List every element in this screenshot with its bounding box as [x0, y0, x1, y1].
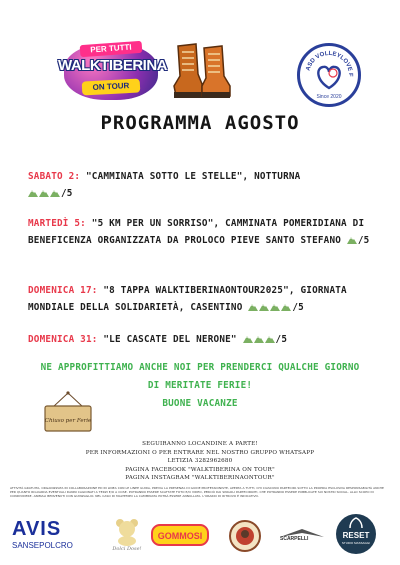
rating-suffix: /5: [292, 302, 304, 313]
mountain-icon: [28, 189, 38, 197]
page-title: PROGRAMMA AGOSTO: [100, 112, 300, 134]
event-text: "LE CASCATE DEL NERONE": [97, 334, 237, 345]
asd-name-arc: ASD VOLLEYLOVE F: [305, 50, 354, 77]
disclaimer-text: ATTIVITÀ GRATUITA, ORGANIZZATA IN COLLABORAZIONE ED IN LINEA CON LE LINEE GUIDA, PREVIA LA PRESENZA DI GUIDE PROFESSIONISTE, APERTA A TUTTI, CHI CIASCUNO PARTECIPA SOTTO LA PROPRIA ESCLUSIVA RESPONSABILITÀ ANCHE PER QUANTO RIGUARDA EVENTUALI DANNI CAGIONATI A TERZI E/O A COSE. POTRANNO ESSERE SCATTATE FOTO E/O VIDEO, PERCIÒ DAI SINGOLI PARTECIPANTI, CHE POTRANNO ESSERE PUBBLICATE SUI NOSTRI SOCIAL. ALLO SCOPO DI CONDIVIDERE. ANIMALI BENVENUTI CON GUINZAGLIO. NEL CASO DI MALTEMPO LA CAMMINATA POTRÀ ESSERE ANNULLATA. L'ORARIO DI RITROVO È INDICATIVO.: [10, 486, 384, 499]
dolci-text: Dolci Dose!: [112, 546, 142, 552]
mountain-rating: [28, 188, 61, 199]
asd-volleylove-logo: [297, 43, 361, 107]
reset-subtext: STUDIO MASSAGGI: [341, 541, 371, 545]
event-text: "8 TAPPA WALKTIBERINAONTOUR2025", GIORNATA MONDIALE DELLA SOLIDARIETÀ, CASENTINO: [28, 285, 347, 313]
event-entry-3: [28, 282, 380, 316]
reset-logo: [336, 514, 376, 554]
rating-suffix: /5: [61, 188, 73, 199]
mountain-icon: [347, 236, 357, 244]
svg-text:ASD VOLLEYLOVE FIT: [300, 46, 353, 77]
info-line-2: PER INFORMAZIONI O PER ENTRARE NEL NOSTRO GRUPPO WHATSAPP: [85, 449, 315, 456]
rating-suffix: /5: [357, 235, 370, 246]
logo-on-tour: ON TOUR: [82, 78, 141, 95]
mountain-icon: [270, 303, 280, 311]
mountain-icon: [248, 303, 258, 311]
avis-logo: [12, 518, 98, 556]
mountain-icon: [39, 189, 49, 197]
logo-walktiberina-text: WALKTIBERINA: [58, 57, 167, 74]
info-line-4: PAGINA FACEBOOK "WALKTIBERINA ON TOUR": [125, 466, 275, 473]
rating-suffix: /5: [275, 334, 288, 345]
info-block: [0, 440, 400, 483]
event-text: "5 KM PER UN SORRISO", CAMMINATA POMERIDIANA DI BENEFICENZA ORGANIZZATA DA PROLOCO PIEVE SANTO STEFANO: [28, 218, 365, 246]
info-line-3: LETIZIA 3282962680: [167, 458, 233, 465]
event-day: DOMENICA 17:: [28, 285, 98, 296]
event-day: DOMENICA 31:: [28, 334, 98, 345]
teddy-bear-icon: [110, 516, 144, 546]
scarpelli-logo: [274, 524, 330, 548]
gommosi-text: GOMMOSI: [157, 531, 203, 541]
hands-icon: [336, 514, 376, 532]
scarpelli-text: SCARPELLI: [280, 536, 309, 542]
closed-for-holidays-sign: [41, 391, 95, 433]
mountain-icon: [265, 335, 275, 343]
logo-per-tutti: PER TUTTI: [80, 41, 143, 57]
event-entry-4: [28, 331, 380, 348]
avis-name: AVIS: [12, 518, 62, 540]
mountain-rating: [347, 235, 358, 246]
info-line-5: PAGINA INSTAGRAM "WALKTIBERINAONTOUR": [125, 475, 275, 482]
vacation-line-3: BUONE VACANZE: [162, 398, 238, 409]
asd-since-text: Since 2020: [316, 94, 342, 100]
event-day: SABATO 2:: [28, 171, 81, 182]
event-entry-1: [28, 168, 380, 202]
event-text: "CAMMINATA SOTTO LE STELLE", NOTTURNA: [80, 171, 301, 182]
gommosi-logo: [150, 522, 210, 548]
sign-text: Chiuso per Ferie: [44, 418, 92, 424]
sponsor-logos: [0, 510, 400, 565]
dolci-dose-logo: [110, 516, 144, 560]
hiking-boots-icon: [172, 38, 232, 104]
mountain-icon: [243, 335, 253, 343]
info-line-1: SEGUIRANNO LOCANDINE A PARTE!: [142, 441, 258, 447]
circular-emblem-logo: [228, 516, 262, 556]
mountain-rating: [243, 334, 276, 345]
avis-city: SANSEPOLCRO: [12, 541, 73, 550]
mountain-icon: [281, 303, 291, 311]
vacation-line-1: NE APPROFITTIAMO ANCHE NOI PER PRENDERCI QUALCHE GIORNO: [40, 362, 360, 373]
mountain-icon: [254, 335, 264, 343]
header-logos: [0, 0, 400, 112]
event-day: MARTEDÌ 5:: [28, 218, 86, 229]
reset-text: RESET: [342, 531, 370, 540]
mountain-icon: [259, 303, 269, 311]
mountain-rating: [248, 302, 292, 313]
walktiberina-logo: [58, 40, 167, 104]
event-entry-2: [28, 215, 380, 249]
vacation-line-2: DI MERITATE FERIE!: [147, 380, 253, 391]
mountain-icon: [50, 189, 60, 197]
